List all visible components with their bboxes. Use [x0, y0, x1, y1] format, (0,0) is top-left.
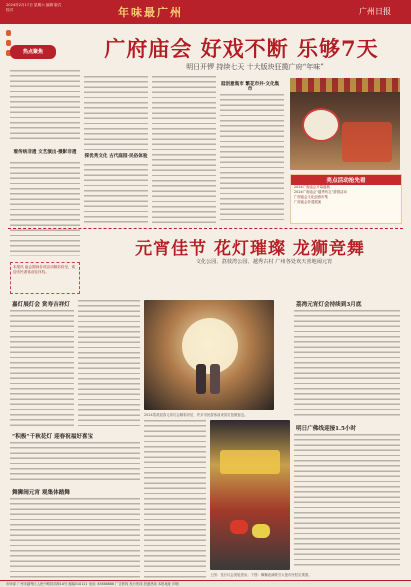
newspaper-name: 广州日报: [359, 7, 391, 16]
article1-section-title-1: 看传统非遗 文艺演出·摄影非遗: [13, 150, 77, 155]
decor-figure-icon: [342, 122, 392, 162]
lion-figure-icon: [302, 108, 340, 142]
subheadline-main: 明日开锣 持续七天 十大版块狂揽广府“年味”: [186, 63, 324, 71]
article2-col3: [10, 442, 140, 480]
person-icon: [196, 364, 206, 394]
article1-col4: [220, 94, 284, 224]
article2-col1: [10, 310, 74, 426]
section-badge: 热点聚焦: [10, 45, 56, 59]
photo-caption: 上图：龙行灯会美轮美奂；下图：舞狮表演吸引大批市民驻足观看。: [210, 573, 312, 577]
masthead-bar: [0, 0, 411, 24]
lantern-string-icon: [290, 78, 400, 92]
lantern-icon: [6, 40, 11, 46]
article2-col4: [10, 498, 140, 578]
footer-bar: 市场部 广州市越秀区人民中路同乐路10号 邮编510121 电话: 83888888 广告热线 发行热线 投递热线 本报地址 印刷: [0, 580, 411, 587]
article2-right-col2: [294, 434, 400, 568]
section-heading-right-1: 荔湾元宵灯会持续到3月底: [296, 302, 362, 308]
section-heading-lantern-1: 嘉灯展灯会 赏寿吉祥灯: [12, 302, 70, 308]
article2-col2: [78, 300, 140, 426]
article2-right-col1: [294, 310, 400, 416]
article1-col2b: [84, 164, 148, 224]
section-heading-lantern-2: “积极”千秋花灯 迎春祝福好喜宝: [12, 434, 94, 440]
lion-dance-icon: [230, 520, 248, 534]
editor-quote: 本报讯 庙会期间各项活动精彩纷呈，欢迎市民游客前往体验。: [10, 262, 80, 294]
headline-lantern: 元宵佳节 花灯璀璨 龙狮竞舞: [135, 239, 365, 259]
article1-col1: [10, 70, 80, 142]
person-icon: [210, 364, 220, 394]
temple-fair-photo: [290, 78, 400, 170]
article2-col5: [144, 420, 206, 578]
lantern-festival-photo: [144, 300, 274, 410]
headline-main: 广府庙会 好戏不断 乐够7天: [104, 36, 379, 61]
section-divider: [8, 228, 403, 229]
masthead-meta: 2024年2月17日 星期六 编辑 版式 校对: [6, 3, 62, 12]
article1-col3: [152, 76, 216, 224]
section-logo: 年味最广州: [118, 6, 183, 19]
activity-item: 2024广府庙会“越秀有礼”游园活动: [294, 190, 347, 194]
activity-item: 2024广府庙会开幕盛典: [294, 185, 330, 189]
subheadline-lantern: 文化公园、荔枝湾公园、越秀古村 广州各处欢天喜地闹元宵: [195, 259, 333, 265]
lantern-icon: [6, 30, 11, 36]
light-installation-icon: [220, 450, 280, 474]
section-heading-right-2: 明日广佛线迎接1.5小时: [296, 426, 357, 432]
activity-item: 广府庙会非遗展演: [294, 200, 322, 204]
lion-dance-icon: [252, 524, 270, 538]
activity-box-title: 亮点活动抢先看: [291, 175, 401, 185]
article1-col1b: [10, 162, 80, 256]
section-heading-lantern-3: 舞狮闹元宵 观集体踏舞: [12, 490, 70, 496]
article1-section-title-2: 探优秀文化 古代庭园·民俗体验: [84, 154, 148, 159]
article1-col2: [84, 76, 148, 150]
activity-item: 广府庙会文化创意市集: [294, 195, 328, 199]
activity-preview-box: [290, 174, 402, 224]
article1-section-title-3: 逛创意集市 繁花市井·文化集市: [220, 82, 280, 92]
photo-caption: 2024荔湾迎春元宵灯会精彩纷呈，许多市民游客前来赏灯拍照留念。: [144, 413, 248, 417]
dragon-lion-dance-photo: [210, 420, 290, 570]
